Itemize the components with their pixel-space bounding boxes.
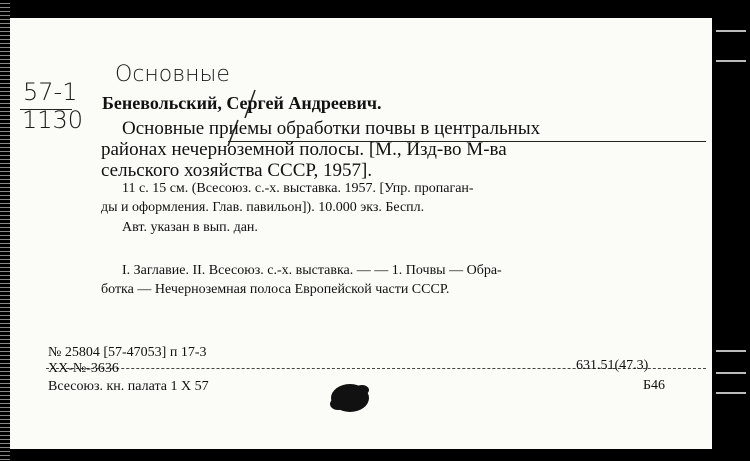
card-number-line: № 25804 [57-47053] п 17-3 xyxy=(48,345,207,360)
ink-blot xyxy=(326,376,376,420)
catalog-card xyxy=(10,18,712,449)
author-heading: Беневольский, Сергей Андреевич. xyxy=(102,93,382,113)
scan-mark xyxy=(716,30,746,32)
udc-index: 631.51(47.3) xyxy=(576,358,649,373)
publisher-imprint: Всесоюз. кн. палата 1 X 57 xyxy=(48,379,209,394)
left-scan-edge xyxy=(0,0,10,461)
title-line-3: сельского хозяйства СССР, 1957]. xyxy=(101,160,373,181)
author-note: Авт. указан в вып. дан. xyxy=(122,220,258,235)
scan-mark xyxy=(716,60,746,62)
scan-mark xyxy=(716,350,746,352)
handwritten-code-bottom: 1130 xyxy=(22,106,84,134)
shelf-mark: Б46 xyxy=(643,378,666,393)
title-line-1: Основные приемы обработки почвы в центральных xyxy=(122,118,541,139)
tracing-line-2: ботка — Нечерноземная полоса Европейской части СССР. xyxy=(101,282,450,297)
collation-line-2: ды и оформления. Глав. павильон]). 10.000 экз. Беспл. xyxy=(101,200,425,215)
scan-mark xyxy=(716,372,746,374)
scan-mark xyxy=(716,392,746,394)
title-line-2: районах нечерноземной полосы. [М., Изд-во М-ва xyxy=(101,139,507,160)
collation-line-1: 11 с. 15 см. (Всесоюз. с.-х. выставка. 1957. [Упр. пропаган- xyxy=(122,181,474,196)
classification-code: XX-№-3636 xyxy=(48,361,119,376)
handwritten-code-top: 57-1 xyxy=(23,78,78,106)
handwritten-word: Основные xyxy=(115,62,230,87)
tracing-line-1: I. Заглавие. II. Всесоюз. с.-х. выставка. — — 1. Почвы — Обра- xyxy=(122,263,502,278)
